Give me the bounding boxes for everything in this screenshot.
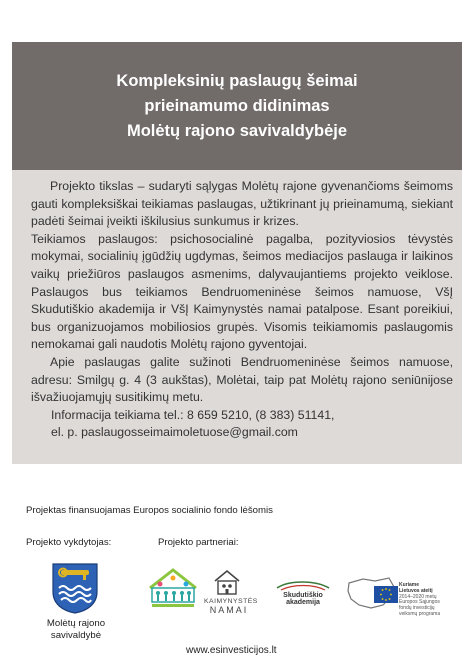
description-block [12, 170, 462, 464]
paragraph-where: Apie paslaugas galite sužinoti Bendruomeninėse šeimos namuose, adresu: Smilgų g. 4 (3 aukštas), Molėtai, taip pat Molėtų rajono seniūnijose išvažiuojamųjų susitikimų metu. [31, 354, 453, 405]
title-line-3: Molėtų rajono savivaldybėje [126, 121, 348, 140]
website-link[interactable]: www.esinvesticijos.lt [186, 645, 277, 656]
implementer-label: Projekto vykdytojas: [26, 537, 112, 548]
contact-phone: Informacija teikiama tel.: 8 659 5210, (8 383) 51141, [51, 407, 335, 422]
title-banner [12, 42, 462, 170]
family-houses-logo-icon [146, 566, 200, 610]
title-line-1: Kompleksinių paslaugų šeimai [116, 71, 358, 90]
skudutiskio-logo-text: Skudutiškio akademija [283, 592, 323, 606]
paragraph-goal: Projekto tikslas – sudaryti sąlygas Molėtų rajone gyvenančioms šeimoms gauti kompleksiškai teikiamas paslaugas, užtikrinant jų prieinamumą, siekiant padėti šeimai įveikti iškilusius sunkumus ir krizes. [31, 179, 453, 229]
neighbourhood-house-icon [212, 567, 242, 597]
description-text [31, 178, 453, 442]
kaimynystes-logo-text: KAIMYNYSTĖS NAMAI [204, 598, 258, 615]
funding-note: Projektas finansuojamas Europos socialinio fondo lėšomis [26, 505, 273, 516]
paragraph-services: Teikiamos paslaugos: psichosocialinė pagalba, pozityviosios tėvystės mokymai, socialinių įgūdžių ugdymas, šeimos mediacijos paslauga ir laikinos vaikų priežiūros paslaugos asmenims, dalyvaujantiems projekto veiklose. Paslaugos bus teikiamos Bendruomeninėse šeimos namuose, VšĮ Skudutiškio akademija ir VšĮ Kaimynystės namai patalpose. Esant poreikiui, bus organizuojamos mobiliosios grupės. Visomis teikiamomis paslaugomis nemokamai gali naudotis Molėtų rajono gyventojai. [31, 231, 453, 352]
moletai-coat-of-arms-icon [51, 562, 99, 614]
eu-flag-icon [374, 586, 398, 603]
partners-label: Projekto partneriai: [158, 537, 239, 548]
contact-email: el. p. paslaugosseimaimoletuose@gmail.com [51, 425, 298, 440]
title-line-2: prieinamumo didinimas [144, 96, 330, 115]
municipality-name: Molėtų rajono savivaldybė [46, 618, 106, 641]
eu-funds-text: Kuriame Lietuvos ateitį 2014–2020 metų Europos Sąjungos fondų investicijų veiksmų programa [399, 582, 441, 617]
